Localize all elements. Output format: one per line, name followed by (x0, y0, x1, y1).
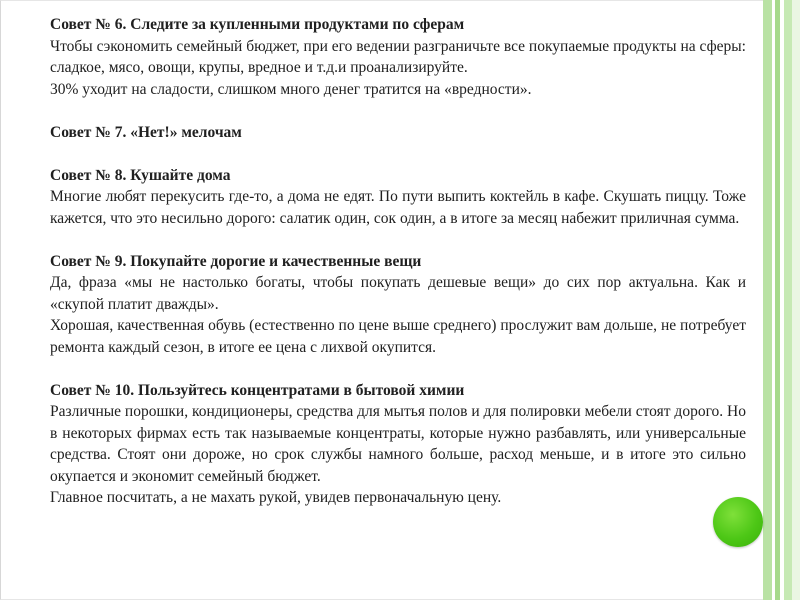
tip-7 (50, 122, 746, 144)
tip-6 (50, 14, 746, 100)
slide-text (50, 14, 746, 530)
tip-paragraph: Чтобы сэкономить семейный бюджет, при его ведении разграничьте все покупаемые продукты на сферы: сладкое, мясо, овощи, крупы, вредное и т.д.и проанализируйте. (50, 37, 746, 76)
tip-heading: Совет № 10. Пользуйтесь концентратами в бытовой химии (50, 381, 465, 399)
tip-heading: Совет № 9. Покупайте дорогие и качественные вещи (50, 252, 422, 270)
tip-heading: Совет № 7. «Нет!» мелочам (50, 123, 242, 141)
next-slide-button[interactable] (713, 497, 763, 547)
tip-paragraph: Да, фраза «мы не настолько богаты, чтобы покупать дешевые вещи» до сих пор актуальна. Как и «скупой платит дважды». (50, 274, 746, 313)
decorative-stripe (763, 0, 772, 600)
tip-paragraph: 30% уходит на сладости, слишком много денег тратится на «вредности». (50, 80, 532, 98)
tip-paragraph: Многие любят перекусить где-то, а дома не едят. По пути выпить коктейль в кафе. Скушать пиццу. Тоже кажется, что это несильно дорого: салатик один, сок один, а в итоге за месяц набежит приличная сумма. (50, 188, 746, 227)
decorative-stripe (792, 0, 800, 600)
tip-paragraph: Различные порошки, кондиционеры, средства для мытья полов и для полировки мебели стоят дорого. Но в некоторых фирмах есть так называемые концентраты, которые нужно разбавлять, или универсальные средства. Стоят они дороже, но срок службы намного больше, расход меньше, и в итоге это сильно окупается и экономит семейный бюджет. (50, 403, 746, 485)
tip-paragraph: Хорошая, качественная обувь (естественно по цене выше среднего) прослужит вам дольше, не потребует ремонта каждый сезон, в итоге ее цена с лихвой окупится. (50, 317, 746, 356)
tip-10 (50, 380, 746, 509)
tip-9 (50, 251, 746, 359)
decorative-stripe (784, 0, 792, 600)
tip-paragraph: Главное посчитать, а не махать рукой, увидев первоначальную цену. (50, 489, 502, 506)
tip-heading: Совет № 8. Кушайте дома (50, 166, 231, 184)
tip-8 (50, 165, 746, 230)
tip-heading: Совет № 6. Следите за купленными продуктами по сферам (50, 16, 465, 33)
